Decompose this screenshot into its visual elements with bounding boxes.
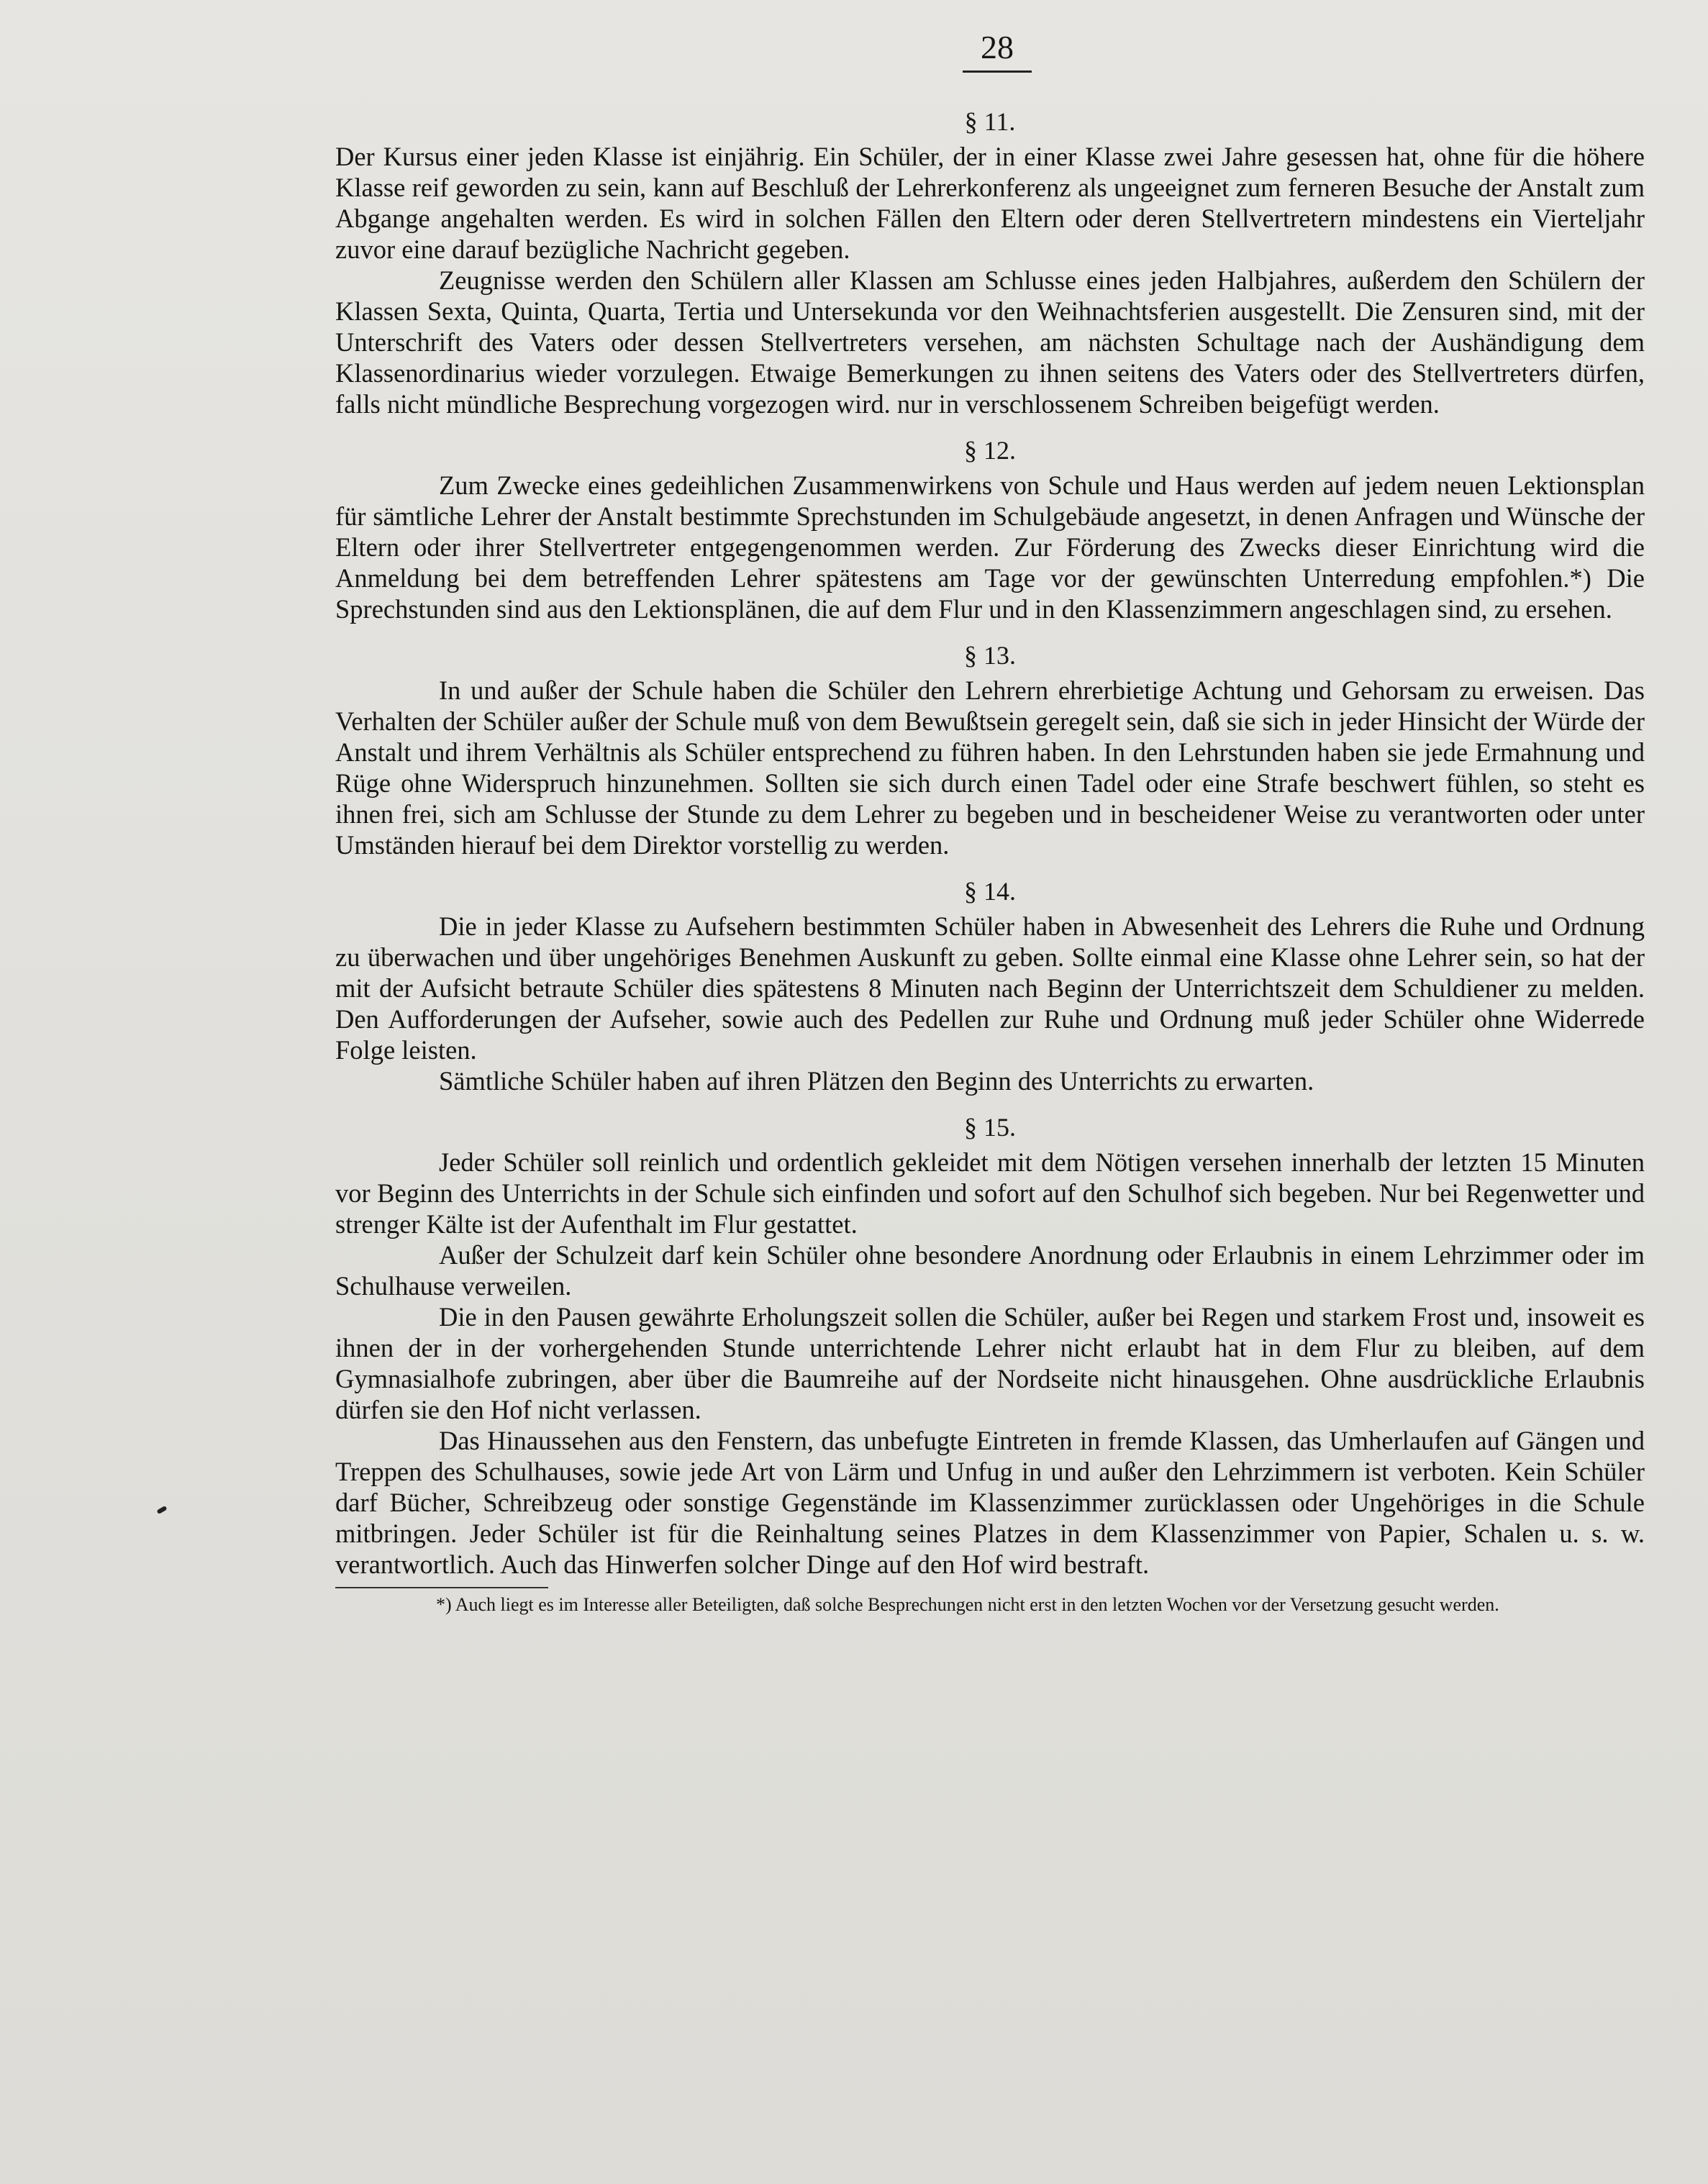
section-13 bbox=[335, 639, 1645, 860]
section-heading: § 15. bbox=[964, 1113, 1016, 1142]
paragraph: Der Kursus einer jeden Klasse ist einjährig. Ein Schüler, der in einer Klasse zwei Jahre gesessen hat, ohne für die höhere Klasse reif geworden zu sein, kann auf Beschluß der Lehrerkonferenz als ungeeignet zum ferneren Besuche der Anstalt zum Abgange angehalten werden. Es wird in solchen Fällen den Eltern oder deren Stellvertretern mindestens ein Vierteljahr zuvor eine darauf bezügliche Nachricht gegeben. bbox=[335, 142, 1645, 264]
section-heading: § 11. bbox=[964, 107, 1016, 136]
page-number: 28 bbox=[963, 27, 1032, 73]
paragraph: Jeder Schüler soll reinlich und ordentlich gekleidet mit dem Nötigen versehen innerhalb der letzten 15 Minuten vor Beginn des Unterrichts in der Schule sich einfinden und sofort auf den Schulhof sich begeben. Nur bei Regenwetter und strenger Kälte ist der Aufenthalt im Flur gestattet. bbox=[335, 1147, 1645, 1239]
section-11 bbox=[335, 105, 1645, 419]
section-15 bbox=[335, 1111, 1645, 1580]
section-heading: § 13. bbox=[964, 641, 1016, 670]
paragraph: Sämtliche Schüler haben auf ihren Plätzen den Beginn des Unterrichts zu erwarten. bbox=[439, 1066, 1314, 1096]
paragraph: Die in den Pausen gewährte Erholungszeit sollen die Schüler, außer bei Regen und starkem Frost und, insoweit es ihnen der in der vorhergehenden Stunde unterrichtende Lehrer nicht erlaubt hat in dem Flur zu bleiben, auf dem Gymnasialhofe zubringen, aber über die Baumreihe auf der Nordseite nicht hinausgehen. Ohne ausdrückliche Erlaubnis dürfen sie den Hof nicht verlassen. bbox=[335, 1302, 1645, 1424]
section-heading: § 12. bbox=[964, 436, 1016, 465]
section-12 bbox=[335, 434, 1645, 624]
paragraph: Die in jeder Klasse zu Aufsehern bestimmten Schüler haben in Abwesenheit des Lehrers die Ruhe und Ordnung zu überwachen und über ungehöriges Benehmen Auskunft zu geben. Sollte einmal eine Klasse ohne Lehrer sein, so hat der mit der Aufsicht betraute Schüler dies spätestens 8 Minuten nach Beginn der Unterrichtszeit dem Schuldiener zu melden. Den Aufforderungen der Aufseher, sowie auch des Pedellen zur Ruhe und Ordnung muß jeder Schüler ohne Widerrede Folge leisten. bbox=[335, 911, 1645, 1065]
section-14 bbox=[335, 875, 1645, 1096]
paragraph: Zeugnisse werden den Schülern aller Klassen am Schlusse eines jeden Halbjahres, außerdem den Schülern der Klassen Sexta, Quinta, Quarta, Tertia und Untersekunda vor den Weihnachtsferien ausgestellt. Die Zensuren sind, mit der Unterschrift des Vaters oder dessen Stellvertreters versehen, am nächsten Schultage nach der Aushändigung dem Klassenordinarius wieder vorzulegen. Etwaige Bemerkungen zu ihnen seitens des Vaters oder des Stellvertreters dürfen, falls nicht mündliche Besprechung vorgezogen wird. nur in verschlossenem Schreiben beigefügt werden. bbox=[335, 265, 1645, 419]
paragraph: Außer der Schulzeit darf kein Schüler ohne besondere Anordnung oder Erlaubnis in einem Lehrzimmer oder im Schulhause verweilen. bbox=[335, 1240, 1645, 1301]
page-body bbox=[335, 101, 1645, 1616]
paragraph: In und außer der Schule haben die Schüler den Lehrern ehrerbietige Achtung und Gehorsam zu erweisen. Das Verhalten der Schüler außer der Schule muß von dem Bewußtsein geregelt sein, daß sie sich in jeder Hinsicht der Würde der Anstalt und ihrem Verhältnis als Schüler entsprechend zu führen haben. In den Lehrstunden haben sie jede Ermahnung und Rüge ohne Widerspruch hinzunehmen. Sollten sie sich durch einen Tadel oder eine Strafe beschwert fühlen, so steht es ihnen frei, sich am Schlusse der Stunde zu dem Lehrer zu begeben und in bescheidener Weise zu verantworten oder unter Umständen hierauf bei dem Direktor vorstellig zu werden. bbox=[335, 675, 1645, 860]
section-heading: § 14. bbox=[964, 877, 1016, 906]
paragraph: Das Hinaussehen aus den Fenstern, das unbefugte Eintreten in fremde Klassen, das Umherlaufen auf Gängen und Treppen des Schulhauses, sowie jede Art von Lärm und Unfug in und außer den Lehrzimmern ist verboten. Kein Schüler darf Bücher, Schreibzeug oder sonstige Gegenstände im Klassenzimmer zurücklassen oder Ungehöriges in die Schule mitbringen. Jeder Schüler ist für die Reinhaltung seines Platzes in dem Klassenzimmer von Papier, Schalen u. s. w. verantwortlich. Auch das Hinwerfen solcher Dinge auf den Hof wird bestraft. bbox=[335, 1426, 1645, 1579]
footnote-divider bbox=[335, 1587, 548, 1588]
paragraph: Zum Zwecke eines gedeihlichen Zusammenwirkens von Schule und Haus werden auf jedem neuen Lektionsplan für sämtliche Lehrer der Anstalt bestimmte Sprechstunden im Schulgebäude angesetzt, in denen Anfragen und Wünsche der Eltern oder ihrer Stellvertreter entgegengenommen werden. Zur Förderung des Zwecks dieser Einrichtung wird die Anmeldung bei dem betreffenden Lehrer spätestens am Tage vor der gewünschten Unterredung empfohlen.*) Die Sprechstunden sind aus den Lektionsplänen, die auf dem Flur und in den Klassenzimmern angeschlagen sind, zu ersehen. bbox=[335, 470, 1645, 624]
ink-mark bbox=[156, 1506, 167, 1514]
footnote: *) Auch liegt es im Interesse aller Beteiligten, daß solche Besprechungen nicht erst in den letzten Wochen vor der Versetzung gesucht werden. bbox=[436, 1594, 1499, 1615]
